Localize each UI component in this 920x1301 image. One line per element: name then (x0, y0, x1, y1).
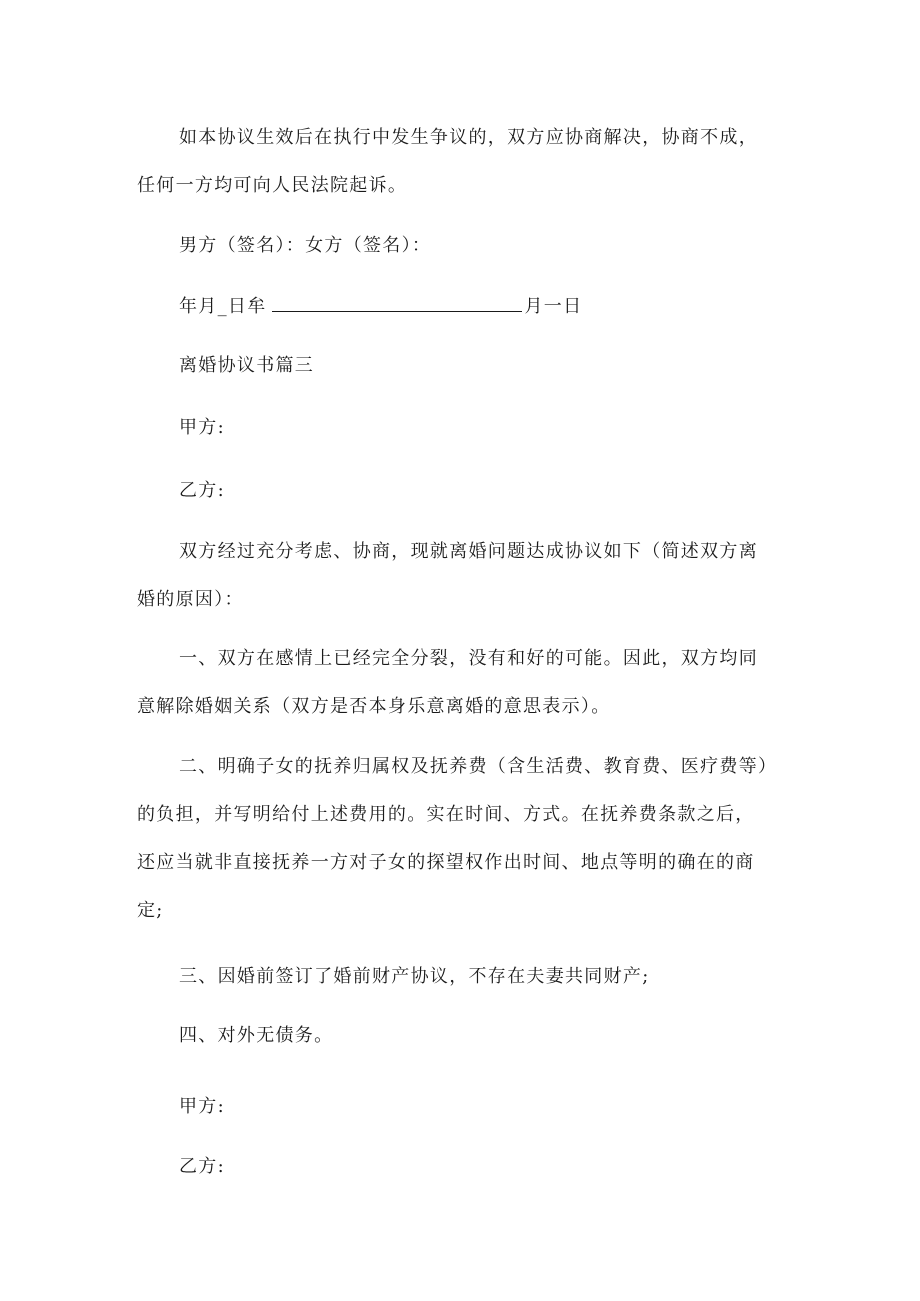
date-suffix: 月一日 (524, 296, 583, 317)
paragraph-line: 如本协议生效后在执行中发生争议的，双方应协商解决，协商不成， (179, 127, 758, 148)
party-a-end-label: 甲方: (179, 1096, 225, 1117)
paragraph-line: 二、明确子女的抚养归属权及抚养费（含生活费、教育费、医疗费等） (179, 756, 778, 777)
paragraph-dispute (137, 121, 792, 203)
date-prefix: 年月_日牟 (179, 296, 267, 317)
paragraph-intro (137, 535, 792, 617)
paragraph-line: 还应当就非直接抚养一方对子女的探望权作出时间、地点等明的确在的商 (137, 852, 755, 873)
party-a-label: 甲方: (179, 417, 225, 438)
paragraph-line: 双方经过充分考虑、协商，现就离婚问题达成协议如下（简述双方离 (179, 541, 758, 562)
paragraph-line: 的负担，并写明给付上述费用的。实在时间、方式。在抚养费条款之后， (137, 804, 755, 825)
party-b-end-label: 乙方: (179, 1156, 225, 1177)
paragraph-line: 一、双方在感情上已经完全分裂，没有和好的可能。因此，双方均同 (179, 648, 758, 669)
clause-3: 三、因婚前签订了婚前财产协议，不存在夫妻共同财产; (179, 966, 650, 987)
date-blank (272, 289, 522, 312)
party-b-label: 乙方: (179, 480, 225, 501)
signature-line: 男方（签名）：女方（签名）： (179, 235, 432, 256)
paragraph-line: 定; (137, 900, 164, 921)
clause-2 (137, 750, 792, 928)
paragraph-line: 意解除婚姻关系（双方是否本身乐意离婚的意思表示）。 (137, 696, 611, 717)
date-line (179, 289, 834, 324)
clause-4: 四、对外无债务。 (179, 1025, 334, 1046)
paragraph-line: 任何一方均可向人民法院起诉。 (137, 175, 408, 196)
section-title: 离婚协议书篇三 (179, 355, 315, 376)
clause-1 (137, 642, 792, 724)
paragraph-line: 婚的原因）： (137, 589, 244, 610)
